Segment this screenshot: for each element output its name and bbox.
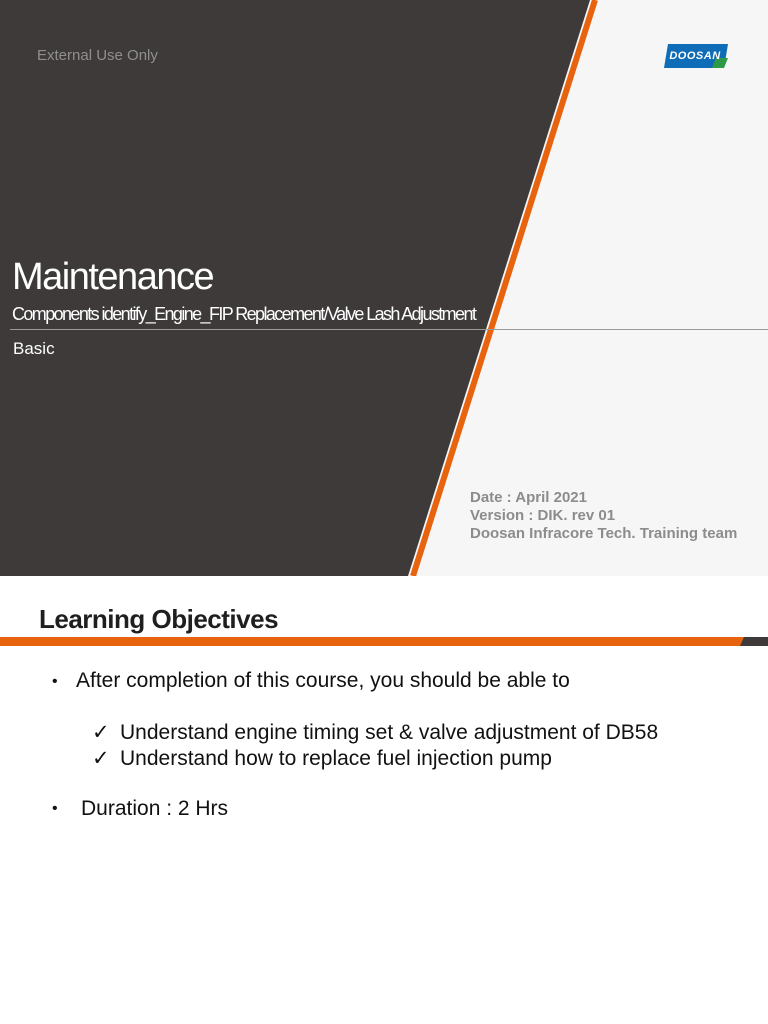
heading-underline [0, 637, 768, 647]
logo-wordmark: DOOSAN [669, 50, 721, 62]
objectives-slide [0, 576, 768, 1024]
check-item-text: Understand how to replace fuel injection pump [120, 747, 552, 770]
objective-intro: After completion of this course, you should be able to [76, 669, 570, 692]
date-line: Date : April 2021 [470, 489, 587, 506]
doosan-logo [662, 42, 728, 70]
check-icon: ✓ [92, 721, 110, 744]
check-item [92, 746, 552, 771]
check-item-text: Understand engine timing set & valve adjustment of DB58 [120, 721, 659, 744]
team-line: Doosan Infracore Tech. Training team [470, 525, 738, 542]
course-title: Maintenance [12, 256, 214, 298]
check-item [92, 720, 658, 745]
classification-label: External Use Only [37, 47, 158, 64]
objectives-heading: Learning Objectives [39, 604, 279, 634]
version-line: Version : DIK. rev 01 [470, 507, 616, 524]
bullet-icon: • [52, 800, 58, 817]
check-icon: ✓ [92, 747, 110, 770]
bullet-icon: • [52, 673, 58, 690]
course-meta [470, 489, 737, 543]
title-divider [10, 329, 768, 330]
course-subtitle: Components identify_Engine_FIP Replacement/Valve Lash Adjustment [12, 304, 476, 324]
duration-text: Duration : 2 Hrs [81, 797, 229, 820]
course-level: Basic [13, 339, 55, 358]
